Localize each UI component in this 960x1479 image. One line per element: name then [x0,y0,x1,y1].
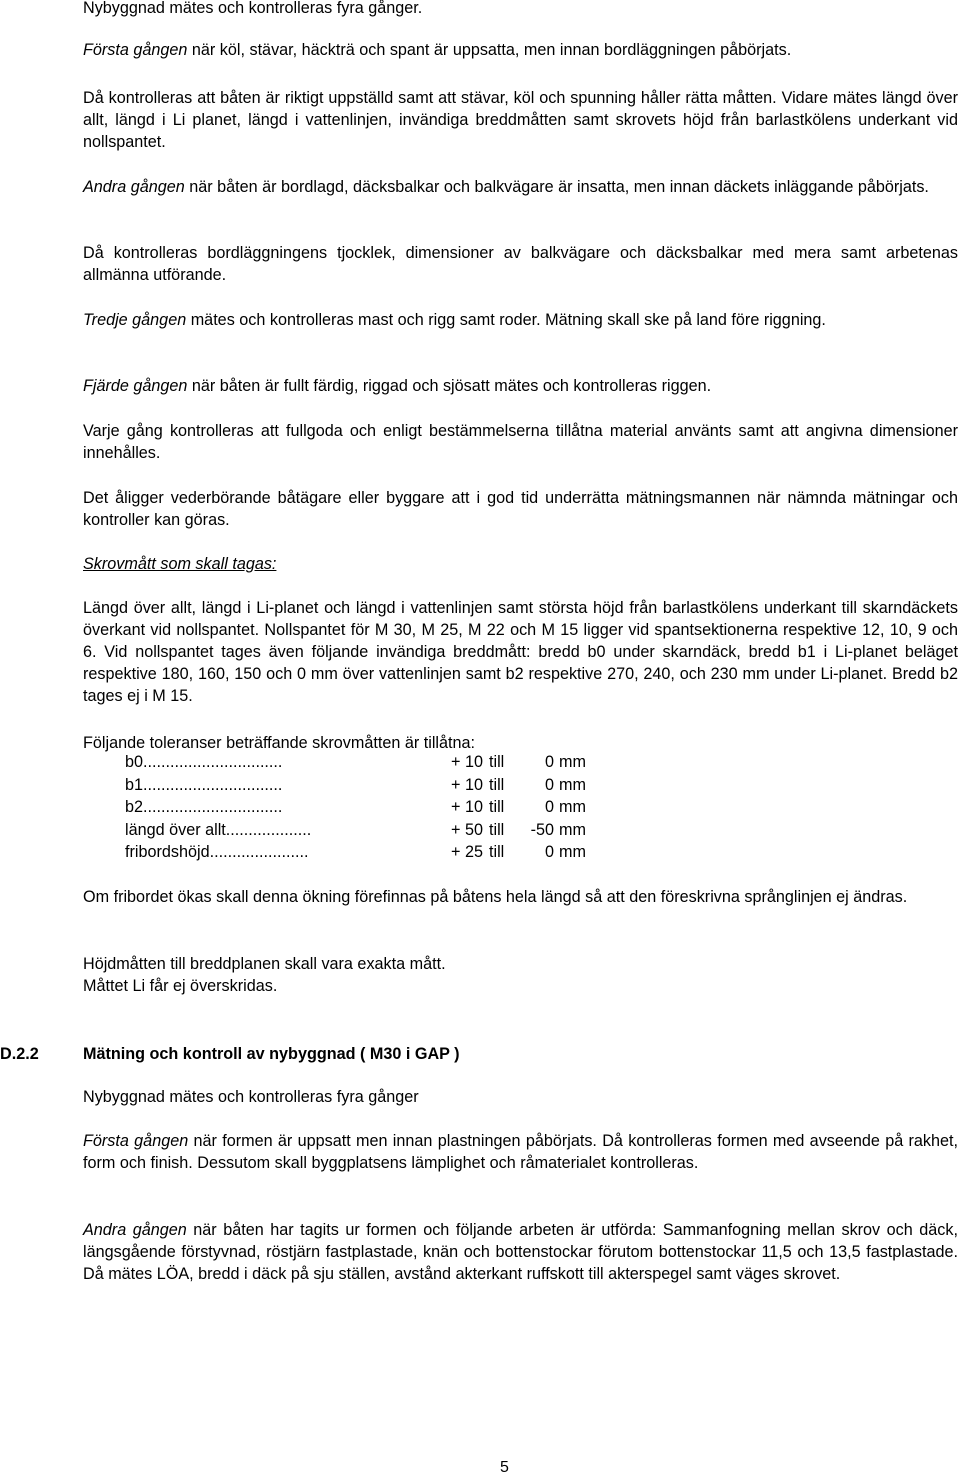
second-visit-text: när båten är bordlagd, däcksbalkar och balkvägare är insatta, men innan däckets inläggande påbörjats. [184,178,929,196]
gap-intro: Nybyggnad mätes och kontrolleras fyra gånger [83,1088,419,1106]
second-visit-label: Andra gången [83,178,185,196]
tolerance-unit: mm [558,798,586,816]
tolerance-intro: Följande toleranser beträffande skrovmåtten är tillåtna: [83,734,476,752]
tolerance-plus: + 10 [451,753,483,771]
tolerance-name: b2............................... [125,798,283,816]
fribord-note: Om fribordet ökas skall denna ökning förefinnas på båtens hela längd så att den föreskrivna språnglinjen ej ändras. [83,888,908,906]
tolerance-row [125,821,586,844]
gap-second-text: när båten har tagits ur formen och följande arbeten är utförda: Sammanfogning mellan skrov och däck, längsgående förstyvnad, röstjärn fastplastade, knän och bottenstockar förutom bottenstockar 11,5 och 13,5 fastplastade. Då mätes LÖA, bredd i däck på sju ställen, avstånd akterkant ruffskott till akterspegel samt väges skrovet. [83,1221,958,1283]
gap-second-paragraph [83,1219,958,1285]
tolerance-till: till [488,753,505,771]
skrovmatt-paragraph: Längd över allt, längd i Li-planet och längd i vattenlinjen samt största höjd från barlastkölens underkant till skarndäckets överkant vid nollspantet. Nollspantet för M 30, M 25, M 22 och M 15 ligger vid spantsektionerna respektive 12, 10, 9 och 6. Vid nollspantet tages även följande invändiga breddmått: bredd b0 under skarndäck, bredd b1 i Li-planet beläget respektive 180, 160, 150 och 0 mm över vattenlinjen samt b2 respektive 270, 240, och 230 mm under Li-planet. Bredd b2 tages ej i M 15. [83,599,958,705]
tolerance-name: b1............................... [125,775,283,794]
tolerance-plus: + 25 [451,843,483,861]
intro-line: Nybyggnad mätes och kontrolleras fyra gånger. [83,0,423,17]
tolerance-till: till [488,798,505,816]
first-check-paragraph: Då kontrolleras att båten är riktigt uppställd samt att stävar, köl och spunning håller rätta måtten. Vidare mätes längd över allt, längd i Li planet, längd i vattenlinjen, invändiga breddmåtten samt skrovets höjd från barlastkölens underkant vid nollspantet. [83,89,958,151]
gap-first-paragraph [83,1130,958,1174]
tolerance-row [125,843,586,866]
tolerance-unit: mm [558,775,586,794]
tolerance-row [125,798,586,821]
tolerance-unit: mm [558,753,586,771]
third-visit-text: mätes och kontrolleras mast och rigg samt roder. Mätning skall ske på land före riggning. [186,311,826,329]
tolerance-row [125,776,586,799]
tolerance-table [125,753,586,866]
gap-second-label: Andra gången [83,1221,187,1239]
fourth-visit-label: Fjärde gången [83,377,188,395]
tolerance-plus: + 10 [451,798,483,816]
first-visit-label: Första gången [83,41,188,59]
tolerance-till: till [488,775,505,794]
section-number: D.2.2 [0,1045,39,1063]
tolerance-plus: + 50 [451,820,483,839]
fourth-visit-paragraph [83,375,958,397]
tolerance-value: 0 [544,775,554,794]
gap-first-label: Första gången [83,1132,189,1150]
second-check-paragraph: Då kontrolleras bordläggningens tjocklek, dimensioner av balkvägare och däcksbalkar med mera samt arbetenas allmänna utförande. [83,244,958,284]
each-time-paragraph: Varje gång kontrolleras att fullgoda och enligt bestämmelserna tillåtna material använts samt att angivna dimensioner innehålles. [83,422,958,462]
fourth-visit-text: när båten är fullt färdig, riggad och sjösatt mätes och kontrolleras riggen. [187,377,712,395]
third-visit-label: Tredje gången [83,311,187,329]
page-number: 5 [500,1459,509,1476]
tolerance-till: till [488,820,505,839]
height-note-2: Måttet Li får ej överskridas. [83,977,278,995]
owner-duty-paragraph: Det åligger vederbörande båtägare eller byggare att i god tid underrätta mätningsmannen när nämnda mätningar och kontroller kan göras. [83,489,958,529]
first-visit-text: när köl, stävar, häckträ och spant är uppsatta, men innan bordläggningen påbörjats. [187,41,792,59]
tolerance-unit: mm [558,820,586,839]
tolerance-value: 0 [544,753,554,771]
tolerance-name: b0............................... [125,753,283,771]
tolerance-till: till [488,843,505,861]
tolerance-row [125,753,586,776]
tolerance-value: 0 [544,798,554,816]
first-visit-paragraph [83,39,958,61]
tolerance-value: 0 [544,843,554,861]
gap-first-text: när formen är uppsatt men innan plastningen påbörjats. Då kontrolleras formen med avseende på rakhet, form och finish. Dessutom skall byggplatsens lämplighet och råmaterialet kontrolleras. [83,1132,958,1172]
tolerance-name: längd över allt................... [125,820,312,839]
third-visit-paragraph [83,309,958,331]
skrovmatt-heading: Skrovmått som skall tagas: [83,555,277,573]
tolerance-plus: + 10 [451,775,483,794]
section-title: Mätning och kontroll av nybyggnad ( M30 i GAP ) [83,1045,460,1063]
tolerance-name: fribordshöjd...................... [125,843,309,861]
height-note-1: Höjdmåtten till breddplanen skall vara exakta mått. [83,955,446,973]
second-visit-paragraph [83,176,958,198]
tolerance-value: -50 [530,820,554,839]
tolerance-unit: mm [558,843,586,861]
